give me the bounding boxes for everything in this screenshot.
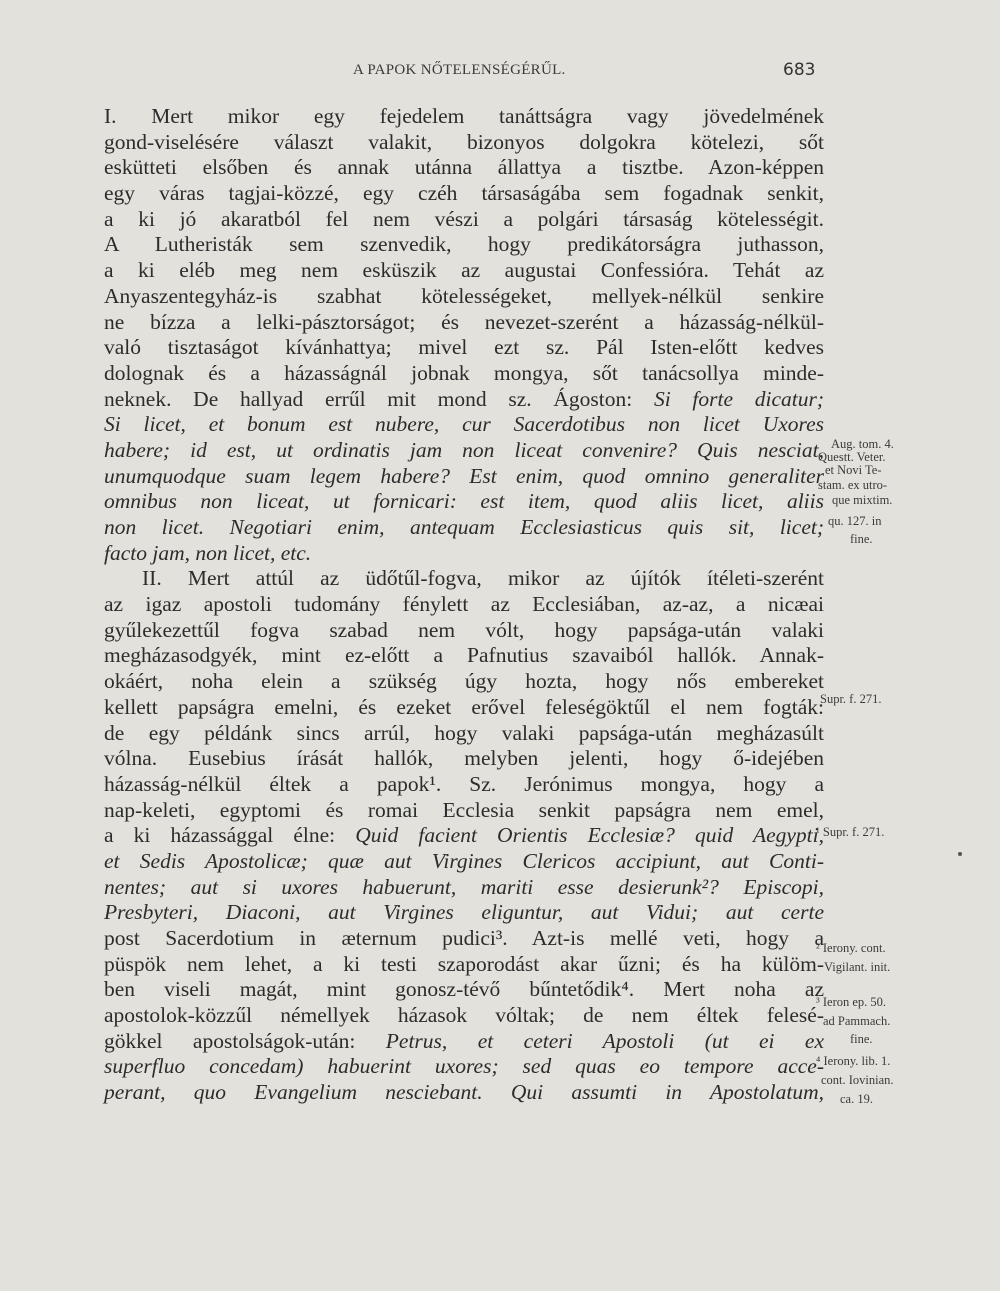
text-line: ben viseli magát, mint gonosz-tévő bűntetődik⁴. Mert noha az <box>104 977 824 1002</box>
text-line: I. Mert mikor egy fejedelem tanáttságra vagy jövedelmének <box>104 104 824 128</box>
text-line: a ki eléb meg nem esküszik az augustai Confessióra. Tehát az <box>104 258 824 283</box>
text-line: megházasodgyék, mint ez-előtt a Pafnutius szavaiból hallók. Annak- <box>104 643 824 668</box>
text-line: ne bízza a lelki-pásztorságot; és nevezet-szerént a házasság-nélkül- <box>104 309 824 334</box>
margin-note: Aug. tom. 4. <box>831 437 894 451</box>
text-line: vólna. Eusebius írását hallók, melyben jelenti, hogy ő-idejében <box>104 746 824 771</box>
text-line: apostolok-közzűl némellyek házasok vóltak; de nem éltek felesé- <box>104 1003 824 1028</box>
page-header <box>0 62 1000 86</box>
text-line: A Lutheristák sem szenvedik, hogy predikátorságra juthasson, <box>104 232 824 257</box>
text-line: II. Mert attúl az üdőtűl-fogva, mikor az újítók ítéleti-szerént <box>142 566 824 591</box>
text-line: okáért, noha elein a szükség úgy hozta, hogy nős embereket <box>104 669 824 694</box>
text-line <box>104 1029 824 1055</box>
margin-note: Supr. f. 271. <box>820 692 882 706</box>
margin-note: cont. Iovinian. <box>821 1073 894 1087</box>
text-roman: gökkel apostolságok-után: <box>104 1028 356 1053</box>
text-italic: nentes; aut si uxores habuerunt, mariti esse desierunk²? <box>104 874 719 899</box>
text-line: gyűlekezettűl fogva szabad nem vólt, hogy papsága-után valaki <box>104 617 824 642</box>
text-line: kellett papságra emelni, és ezeket erővel feleségöktűl el nem fogták: <box>104 694 824 719</box>
text-line: a ki jó akaratból fel nem vészi a polgári társaság kötelességit. <box>104 206 824 231</box>
text-italic: et ceteri Apostoli (ut ei ex <box>477 1028 825 1053</box>
text-line: eskütteti elsőben és annak utánna állattya a tisztbe. Azon-képpen <box>104 155 824 180</box>
text-line: post Sacerdotium in æternum pudici³. Azt-is mellé veti, hogy a <box>104 926 824 950</box>
text-line: Si licet, et bonum est nubere, cur Sacerdotibus non licet Uxores <box>104 412 824 437</box>
text-line: nap-keleti, egyptomi és romai Ecclesia senkit papságra nem emel, <box>104 797 824 822</box>
text-line: superfluo concedam) habuerint uxores; sed quas eo tempore acce- <box>104 1054 824 1079</box>
text-roman: a ki házassággal élne: <box>104 823 336 848</box>
text-line: et Sedis Apostolicæ; quæ aut Virgines Clericos accipiunt, aut Conti- <box>104 848 824 873</box>
text-italic: Episcopi, <box>743 874 825 899</box>
margin-note: et Novi Te- <box>825 463 882 477</box>
text-line: dolognak és a házasságnál jobnak mongya, sőt tanácsollya minde- <box>104 360 824 385</box>
margin-note: que mixtim. <box>832 493 893 507</box>
text-roman: neknek. De hallyad errűl mit mond sz. Ágoston: <box>104 386 633 411</box>
margin-note: ad Pammach. <box>823 1014 891 1028</box>
text-line: non licet. Negotiari enim, antequam Ecclesiasticus quis sit, licet; <box>104 515 824 539</box>
body-text <box>104 104 824 1106</box>
text-line: de egy példánk sincs arrúl, hogy valaki papsága-után megházasúlt <box>104 720 824 745</box>
ink-spot <box>958 852 962 856</box>
margin-note: ca. 19. <box>840 1092 873 1106</box>
text-line: gond-viselésére választ valakit, bizonyos dolgokra kötelezi, sőt <box>104 129 824 154</box>
text-line <box>104 875 824 901</box>
text-line: püspök nem lehet, a ki testi szaporodást akar űzni; és ha külöm- <box>104 951 824 976</box>
text-line: perant, quo Evangelium nesciebant. Qui assumti in Apostolatum, <box>104 1080 824 1105</box>
text-line: egy váras tagjai-közzé, egy czéh társaságába sem fogadnak senkit, <box>104 181 824 206</box>
text-line <box>104 823 824 849</box>
text-line: facto jam, non licet, etc. <box>104 540 312 565</box>
text-line: való tisztaságot kívánhattya; mivel ezt sz. Pál Isten-előtt kedves <box>104 335 824 360</box>
text-line: Presbyteri, Diaconi, aut Virgines eliguntur, aut Vidui; aut certe <box>104 900 824 925</box>
running-title: A PAPOK NŐTELENSÉGÉRŰL. <box>353 62 566 78</box>
margin-note: Vigilant. init. <box>824 960 891 974</box>
margin-note: fine. <box>850 1032 873 1046</box>
text-line: Anyaszentegyház-is szabhat kötelességeket, mellyek-nélkül senkire <box>104 283 824 308</box>
text-line: habere; id est, ut ordinatis jam non liceat convenire? Quis nesciat, <box>104 437 824 462</box>
text-italic: Si forte dicatur; <box>653 386 825 411</box>
text-line: unumquodque suam legem habere? Est enim, quod omnino generaliter <box>104 463 824 488</box>
text-italic: Petrus, <box>385 1028 448 1053</box>
margin-note: ³ Ieron ep. 50. <box>816 995 887 1009</box>
margin-note: ² Ierony. cont. <box>816 941 886 955</box>
text-line <box>104 387 824 413</box>
margin-note: ¹ Supr. f. 271. <box>816 825 885 839</box>
margin-note: stam. ex utro- <box>818 478 888 492</box>
margin-note: qu. 127. in <box>828 514 882 528</box>
margin-note: Questt. Veter. <box>818 450 886 464</box>
margin-note: ⁴ Ierony. lib. 1. <box>816 1054 891 1068</box>
text-line: az igaz apostoli tudomány fénylett az Ecclesiában, az-az, a nicæai <box>104 592 824 617</box>
text-italic: Quid facient Orientis Ecclesiæ? quid Aegypti, <box>355 823 824 848</box>
text-line: omnibus non liceat, ut fornicari: est item, quod aliis licet, aliis <box>104 489 824 514</box>
margin-note: fine. <box>850 532 873 546</box>
text-line: házasság-nélkül éltek a papok¹. Sz. Jerónimus mongya, hogy a <box>104 771 824 796</box>
page-number: 683 <box>783 60 816 80</box>
